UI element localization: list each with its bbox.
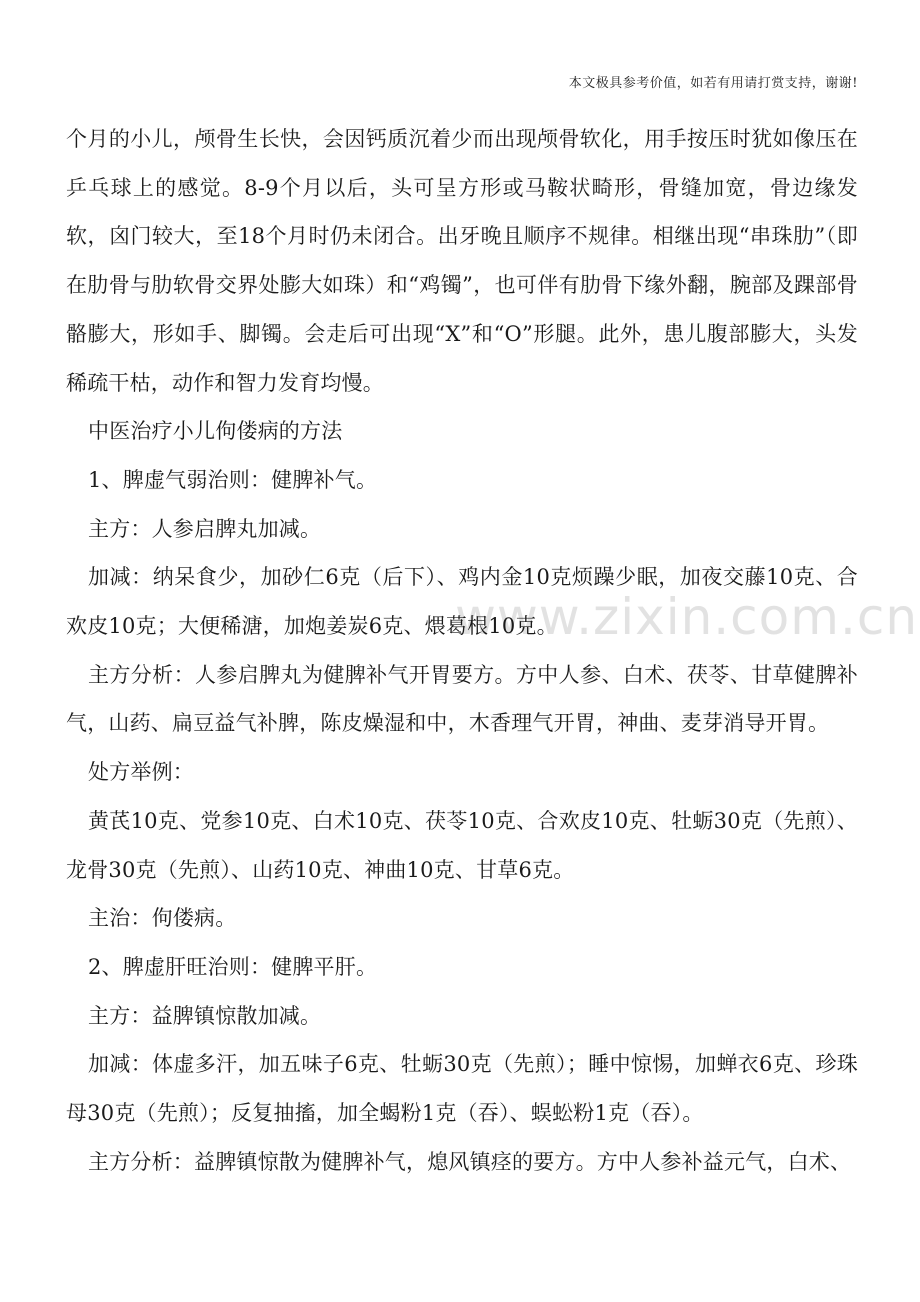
watermark: www.zixin.com.cn [455,588,919,646]
document-body [66,115,858,1186]
paragraph: 加减：纳呆食少，加砂仁6克（后下）、鸡内金10克烦躁少眠，加夜交藤10克、合欢皮10克；大便稀溏，加炮姜炭6克、煨葛根10克。 [66,565,858,639]
paragraph: 1、脾虚气弱治则：健脾补气。 [88,467,378,492]
paragraph: 主方分析：益脾镇惊散为健脾补气，熄风镇痉的要方。方中人参补益元气，白术、 [88,1149,852,1174]
paragraph: 加减：体虚多汗，加五味子6克、牡蛎30克（先煎）；睡中惊惕，加蝉衣6克、珍珠母30克（先煎）；反复抽搐，加全蝎粉1克（吞）、蜈蚣粉1克（吞）。 [66,1052,858,1126]
section-heading: 中医治疗小儿佝偻病的方法 [88,419,343,444]
paragraph: 主方：益脾镇惊散加减。 [88,1003,322,1028]
paragraph: 2、脾虚肝旺治则：健脾平肝。 [88,954,378,979]
paragraph: 黄芪10克、党参10克、白术10克、茯苓10克、合欢皮10克、牡蛎30克（先煎）、龙骨30克（先煎）、山药10克、神曲10克、甘草6克。 [66,808,858,882]
paragraph: 主方：人参启脾丸加减。 [88,516,322,541]
paragraph: 处方举例： [88,760,194,785]
paragraph-continuation: 个月的小儿，颅骨生长快，会因钙质沉着少而出现颅骨软化，用手按压时犹如像压在乒乓球上的感觉。8-9个月以后，头可呈方形或马鞍状畸形，骨缝加宽，骨边缘发软，囟门较大，至18个月时仍未闭合。出牙晚且顺序不规律。相继出现“串珠肋”（即在肋骨与肋软骨交界处膨大如珠）和“鸡镯”，也可伴有肋骨下缘外翻，腕部及踝部骨骼膨大，形如手、脚镯。会走后可出现“X”和“O”形腿。此外，患儿腹部膨大，头发稀疏干枯，动作和智力发育均慢。 [66,127,858,395]
header-note: 本文极具参考价值，如若有用请打赏支持，谢谢! [568,76,858,91]
paragraph: 主方分析：人参启脾丸为健脾补气开胃要方。方中人参、白术、茯苓、甘草健脾补气，山药、扁豆益气补脾，陈皮燥湿和中，木香理气开胃，神曲、麦芽消导开胃。 [66,662,858,736]
paragraph: 主治：佝偻病。 [88,906,237,931]
